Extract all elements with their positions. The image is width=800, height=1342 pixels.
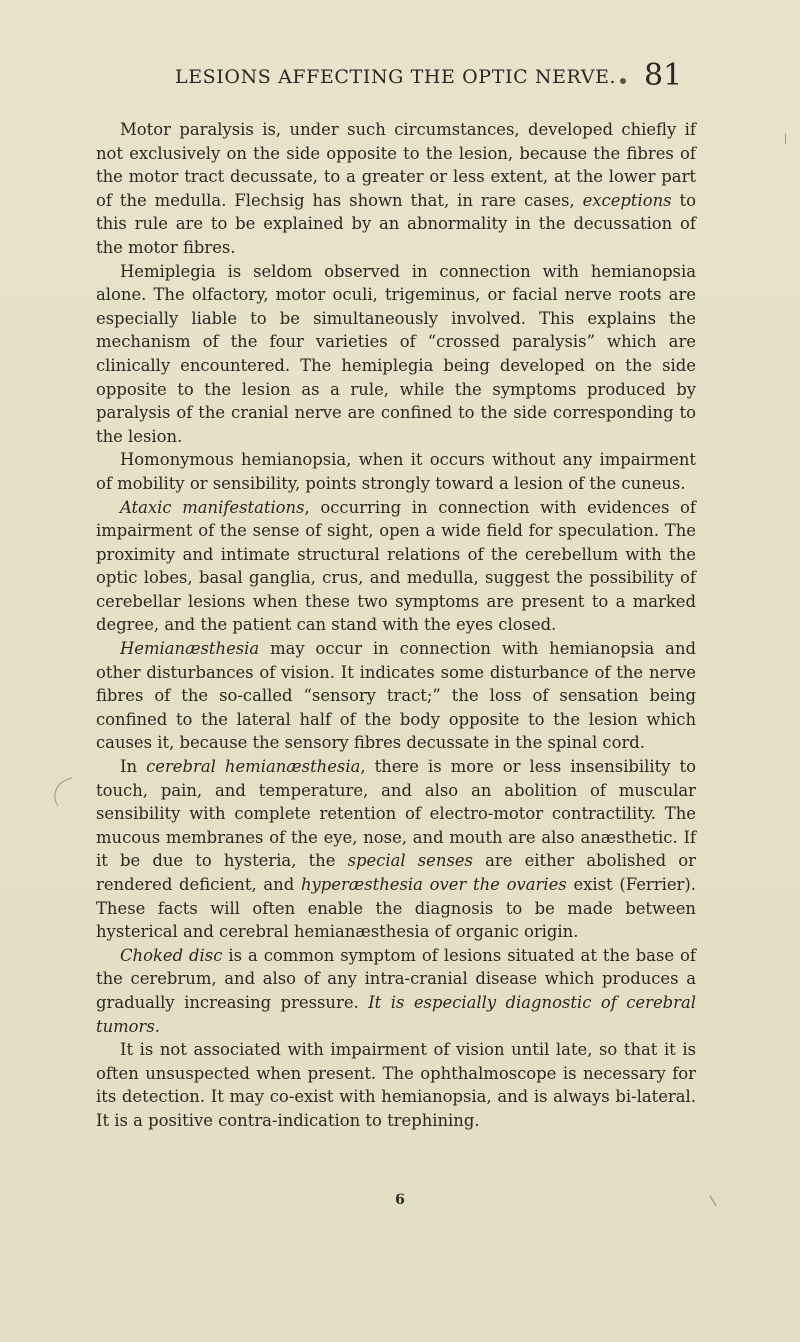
- italic-run: special senses: [347, 851, 473, 871]
- text-run: In: [120, 757, 147, 777]
- page-number: 81: [644, 58, 683, 93]
- text-run: , occurring in connection with evidences of impairment of the sense of sight, open a wide field for speculation. The proximity and intimate structural relations of the cerebellum with the optic lobes, basal ganglia, crus, and medulla, suggest the possibility of cerebellar lesions when these two symptoms are present to a marked degree, and the patient can stand with the eyes closed.: [96, 497, 696, 635]
- corner-tick: [708, 1194, 722, 1208]
- text-run: exist (Ferrier). These facts will often enable the diagnosis to be made between hysterical and cerebral hemianæsthesia of organic origin.: [96, 875, 696, 942]
- signature-mark: 6: [395, 1192, 405, 1208]
- running-title: LESIONS AFFECTING THE OPTIC NERVE.: [175, 66, 617, 88]
- text-run: to this rule are to be explained by an abnormality in the decussation of the motor fibres.: [96, 190, 696, 257]
- italic-run: It is especially diagnostic of cerebral tumors.: [96, 992, 697, 1036]
- paragraph: [96, 260, 696, 449]
- text-run: may occur in connection with hemianopsia and other disturbances of vision. It indicates some disturbance of the nerve fibres of the so-called “sensory tract;” the loss of sensation being confined to the lateral half of the body opposite to the lesion which causes it, because the sensory fibres decussate in the spinal cord.: [96, 639, 696, 753]
- italic-run: exceptions: [582, 190, 672, 210]
- body-text: [96, 118, 696, 1133]
- italic-run: hyperæsthesia over the ovaries: [300, 875, 567, 894]
- paragraph: [96, 448, 696, 495]
- italic-run: Ataxic manifestations: [120, 497, 305, 517]
- text-run: is a common symptom of lesions situated at the base of the cerebrum, and also of any intra-cranial disease which produces a gradually increasing pressure.: [96, 945, 696, 1012]
- paragraph: [96, 1038, 696, 1132]
- italic-run: Hemianæsthesia: [120, 639, 260, 659]
- paragraph: [96, 755, 696, 944]
- text-run: Homonymous hemianopsia, when it occurs without any impairment of mobility or sensibility, points strongly toward a lesion of the cuneus.: [96, 450, 696, 493]
- page-header: [0, 58, 800, 98]
- edge-tick: [785, 134, 786, 144]
- text-run: It is not associated with impairment of vision until late, so that it is often unsuspected when present. The ophthalmoscope is necessary for its detection. It may co-exist with hemianopsia, and is always bi-lateral. It is a positive contra-indication to trephining.: [96, 1040, 696, 1130]
- paragraph: [96, 944, 696, 1038]
- italic-run: cerebral hemianæsthesia: [146, 757, 361, 777]
- text-run: are either abolished or rendered deficient, and: [96, 851, 696, 894]
- pencil-mark: [46, 774, 78, 810]
- paragraph: [96, 118, 696, 260]
- text-run: Hemiplegia is seldom observed in connection with hemianopsia alone. The olfactory, motor oculi, trigeminus, or facial nerve roots are especially liable to be simultaneously involved. This explains the mechanism of the four varieties of “crossed paralysis” which are clinically encountered. The hemiplegia being developed on the side opposite to the lesion as a rule, while the symptoms produced by paralysis of the cranial nerve are confined to the side corresponding to the lesion.: [96, 261, 696, 446]
- paragraph: [96, 637, 696, 755]
- text-run: Motor paralysis is, under such circumstances, developed chiefly if not exclusively on the side opposite to the lesion, because the fibres of the motor tract decussate, to a greater or less extent, at the lower part of the medulla. Flechsig has shown that, in rare cases,: [96, 120, 696, 210]
- header-bullet: [620, 78, 626, 84]
- text-run: , there is more or less insensibility to touch, pain, and temperature, and also an abolition of muscular sensibility with complete retention of electro-motor contractility. The mucous membranes of the eye, nose, and mouth are also anæsthetic. If it be due to hysteria, the: [96, 757, 697, 871]
- paragraph: [96, 496, 696, 638]
- italic-run: Choked disc: [120, 945, 223, 965]
